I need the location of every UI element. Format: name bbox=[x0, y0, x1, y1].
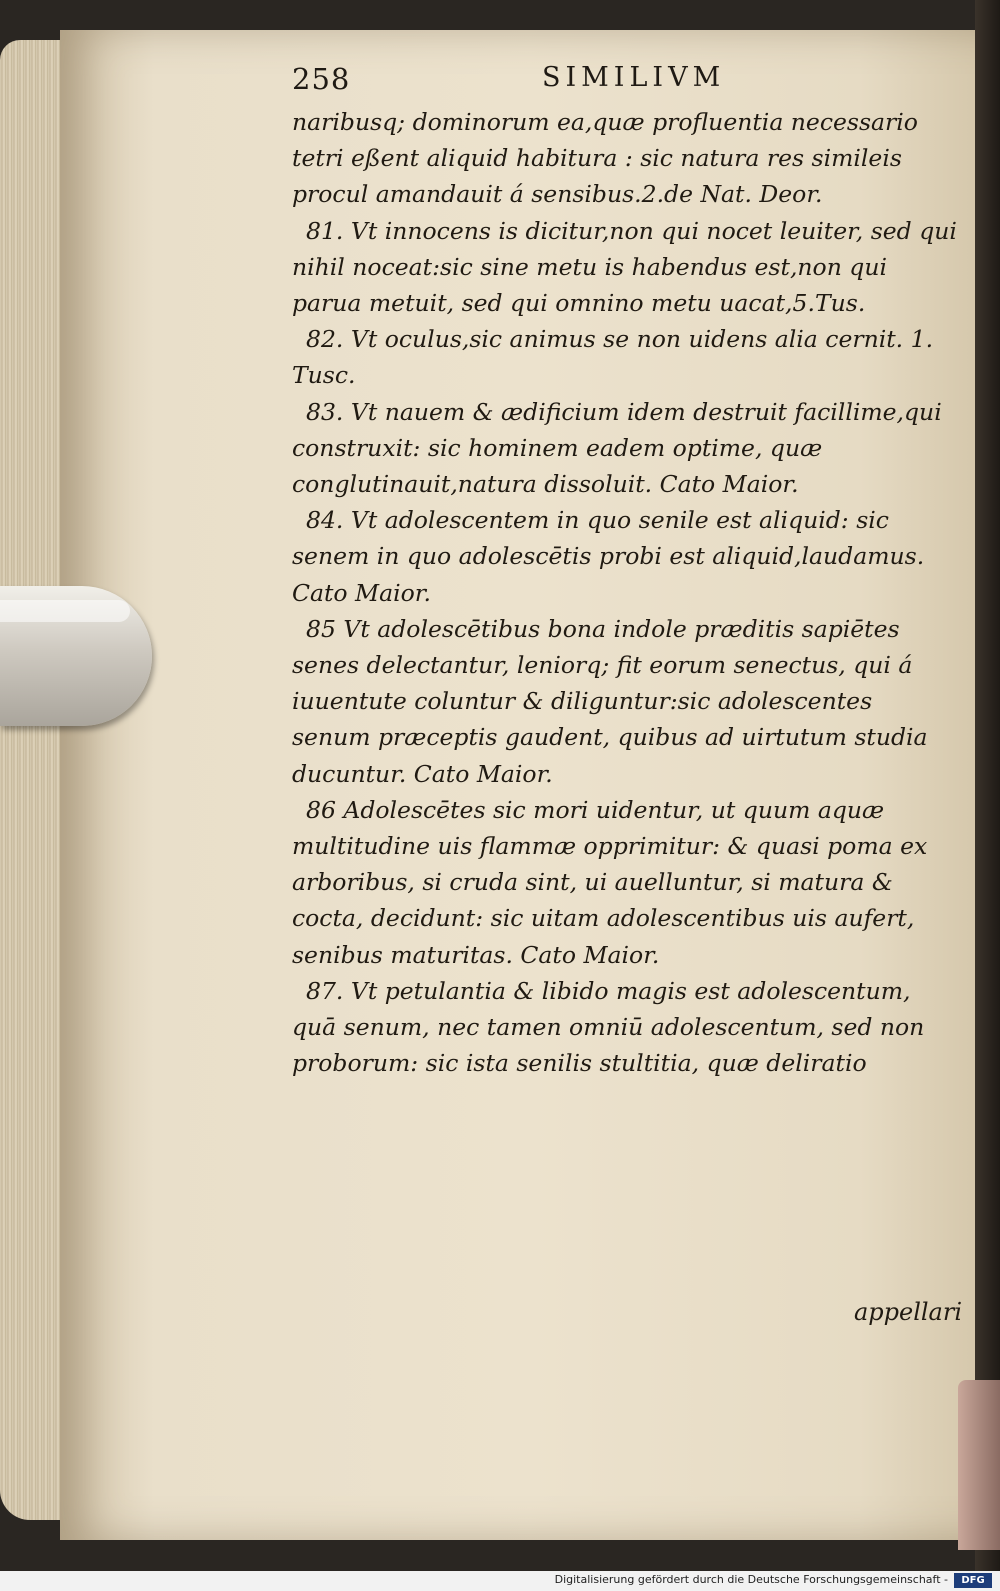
dfg-logo: DFG bbox=[954, 1573, 992, 1588]
clip-highlight bbox=[0, 600, 130, 622]
running-head: SIMILIVM bbox=[542, 62, 726, 93]
paragraph-81: 81. Vt innocens is dicitur,non qui nocet leuiter, sed qui nihil noceat:sic sine metu is habendus est,non qui parua metuit, sed qui omnino metu uacat,5.Tus. bbox=[292, 216, 957, 318]
page-ridge bbox=[958, 1380, 1000, 1550]
page-number: 258 bbox=[292, 62, 351, 96]
footer-credit: Digitalisierung gefördert durch die Deutsche Forschungsgemeinschaft - bbox=[554, 1573, 948, 1586]
background-edge bbox=[975, 0, 1000, 1591]
paragraph-83: 83. Vt nauem & ædificium idem destruit facillime,qui construxit: sic hominem eadem optime, quæ conglutinauit,natura dissoluit. Cato Maior. bbox=[292, 397, 942, 499]
paragraph-86: 86 Adolescētes sic mori uidentur, ut quum aquæ multitudine uis flammæ opprimitur: & quasi poma ex arboribus, si cruda sint, ui auelluntur, si matura & cocta, decidunt: sic uitam adolescentibus uis aufert, senibus maturitas. Cato Maior. bbox=[292, 795, 928, 969]
paragraph-87: 87. Vt petulantia & libido magis est adolescentum, quā senum, nec tamen omniū adolescentum, sed non proborum: sic ista senilis stultitia, quæ deliratio bbox=[292, 976, 925, 1078]
page-header bbox=[292, 62, 952, 102]
footer-bar bbox=[0, 1571, 1000, 1591]
text-block bbox=[292, 104, 958, 1081]
paragraph-82: 82. Vt oculus,sic animus se non uidens alia cernit. 1. Tusc. bbox=[292, 325, 934, 390]
paragraph-84: 84. Vt adolescentem in quo senile est aliquid: sic senem in quo adolescētis probi est aliquid,laudamus. Cato Maior. bbox=[292, 506, 925, 607]
paragraph-85: 85 Vt adolescētibus bona indole præditis sapiētes senes delectantur, leniorq; fit eorum senectus, qui á iuuentute coluntur & diliguntur:sic adolescentes senum præceptis gaudent, quibus ad uirtutum studia ducuntur. Cato Maior. bbox=[292, 614, 928, 788]
catchword: appellari bbox=[853, 1298, 962, 1326]
paragraph-continuation: naribusq; dominorum ea,quæ profluentia necessario tetri eßent aliquid habitura : sic natura res simileis procul amandauit á sensibus.2.de Nat. Deor. bbox=[292, 108, 918, 209]
